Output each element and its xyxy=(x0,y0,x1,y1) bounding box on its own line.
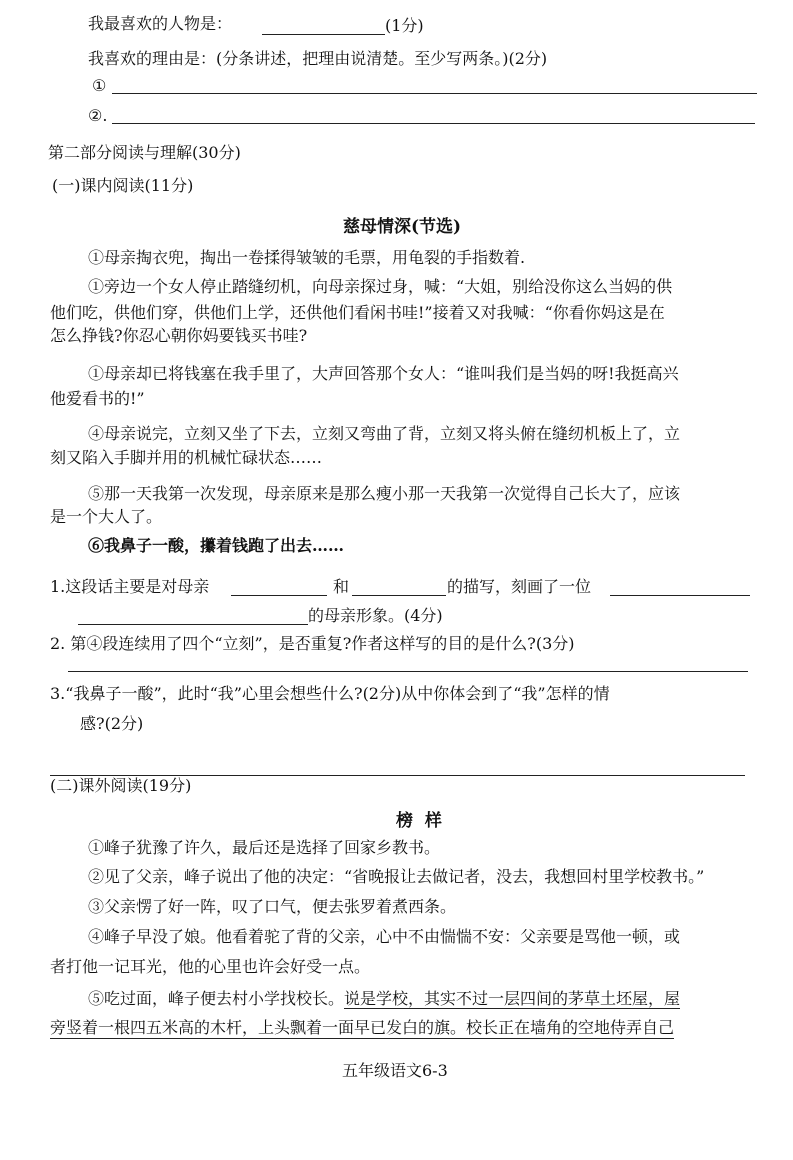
passage1-p6: ⑥我鼻子一酸，攥着钱跑了出去…… xyxy=(88,536,345,555)
passage1-p1: ①母亲掏衣兜，掏出一卷揉得皱皱的毛票，用龟裂的手指数着. xyxy=(88,248,526,267)
passage2-p5a-underlined: 说是学校，其实不过一层四间的茅草土坯屋，屋 xyxy=(344,989,681,1008)
passage2-p2: ②见了父亲，峰子说出了他的决定：“省晚报让去做记者，没去，我想回村里学校教书。” xyxy=(88,867,705,886)
passage1-p2c: 怎么挣钱?你忍心朝你妈要钱买书哇? xyxy=(50,326,308,345)
q2-answer-line[interactable] xyxy=(68,671,748,672)
q1-tail: 的母亲形象。(4分) xyxy=(308,606,443,625)
q1-blank1[interactable] xyxy=(231,595,327,596)
q3a: 3.“我鼻子一酸”，此时“我”心里会想些什么?(2分)从中你体会到了“我”怎样的情 xyxy=(50,684,610,703)
q3b: 感?(2分) xyxy=(80,714,144,733)
reason-label: 我喜欢的理由是：(分条讲述，把理由说清楚。至少写两条。)(2分) xyxy=(88,49,548,68)
q1-post: 的描写，刻画了一位 xyxy=(447,577,592,596)
q1-blank4[interactable] xyxy=(78,624,308,625)
section2-heading: (二)课外阅读(19分) xyxy=(50,776,192,795)
passage1-p4b: 刻又陷入手脚并用的机械忙碌状态…… xyxy=(50,448,323,467)
passage2-p4a: ④峰子早没了娘。他看着驼了背的父亲，心中不由惴惴不安：父亲要是骂他一顿，或 xyxy=(88,927,681,946)
passage1-p2b: 他们吃，供他们穿，供他们上学，还供他们看闲书哇!”接着又对我喊：“你看你妈这是在 xyxy=(50,303,665,322)
q1-blank3[interactable] xyxy=(610,595,750,596)
page-footer: 五年级语文6-3 xyxy=(342,1061,448,1080)
passage2-p5b: 旁竖着一根四五米高的木杆，上头飘着一面早已发白的旗。校长正在墙角的空地侍弄自己 xyxy=(50,1018,675,1037)
passage1-p3a: ①母亲却已将钱塞在我手里了，大声回答那个女人：“谁叫我们是当妈的呀!我挺高兴 xyxy=(88,364,679,383)
part2-heading: 第二部分阅读与理解(30分) xyxy=(48,143,241,162)
passage2-p5a-pre: ⑤吃过面，峰子便去村小学找校长。 xyxy=(88,989,345,1008)
q1-pre: 1.这段话主要是对母亲 xyxy=(50,577,210,596)
passage1-title: 慈母情深(节选) xyxy=(343,217,462,237)
passage2-p3: ③父亲愣了好一阵，叹了口气，便去张罗着煮西条。 xyxy=(88,897,457,916)
passage2-p5a xyxy=(88,989,680,1009)
passage1-p5b: 是一个大人了。 xyxy=(50,507,163,526)
passage2-title: 榜 样 xyxy=(396,811,442,831)
passage2-p1: ①峰子犹豫了许久，最后还是选择了回家乡教书。 xyxy=(88,838,441,857)
passage1-p2a: ①旁边一个女人停止踏缝纫机，向母亲探过身，喊：“大姐，别给没你这么当妈的供 xyxy=(88,277,673,296)
fav-char-blank[interactable] xyxy=(262,34,385,35)
item2-marker: ②. xyxy=(88,106,108,125)
fav-char-label: 我最喜欢的人物是： xyxy=(88,14,233,33)
item1-marker: ① xyxy=(92,76,107,95)
fav-char-score: (1分) xyxy=(385,16,424,35)
passage1-p4a: ④母亲说完，立刻又坐了下去，立刻又弯曲了背，立刻又将头俯在缝纫机板上了，立 xyxy=(88,424,681,443)
q2: 2. 第④段连续用了四个“立刻”，是否重复?作者这样写的目的是什么?(3分) xyxy=(50,634,575,653)
section1-heading: (一)课内阅读(11分) xyxy=(52,176,194,195)
passage1-p5a: ⑤那一天我第一次发现，母亲原来是那么瘦小那一天我第一次觉得自己长大了，应该 xyxy=(88,484,681,503)
item1-blank[interactable] xyxy=(112,93,757,94)
passage1-p3b: 他爱看书的!” xyxy=(50,389,145,408)
item2-blank[interactable] xyxy=(112,123,755,124)
passage2-p4b: 者打他一记耳光，他的心里也许会好受一点。 xyxy=(50,957,371,976)
q1-blank2[interactable] xyxy=(352,595,446,596)
q1-mid: 和 xyxy=(333,577,350,596)
